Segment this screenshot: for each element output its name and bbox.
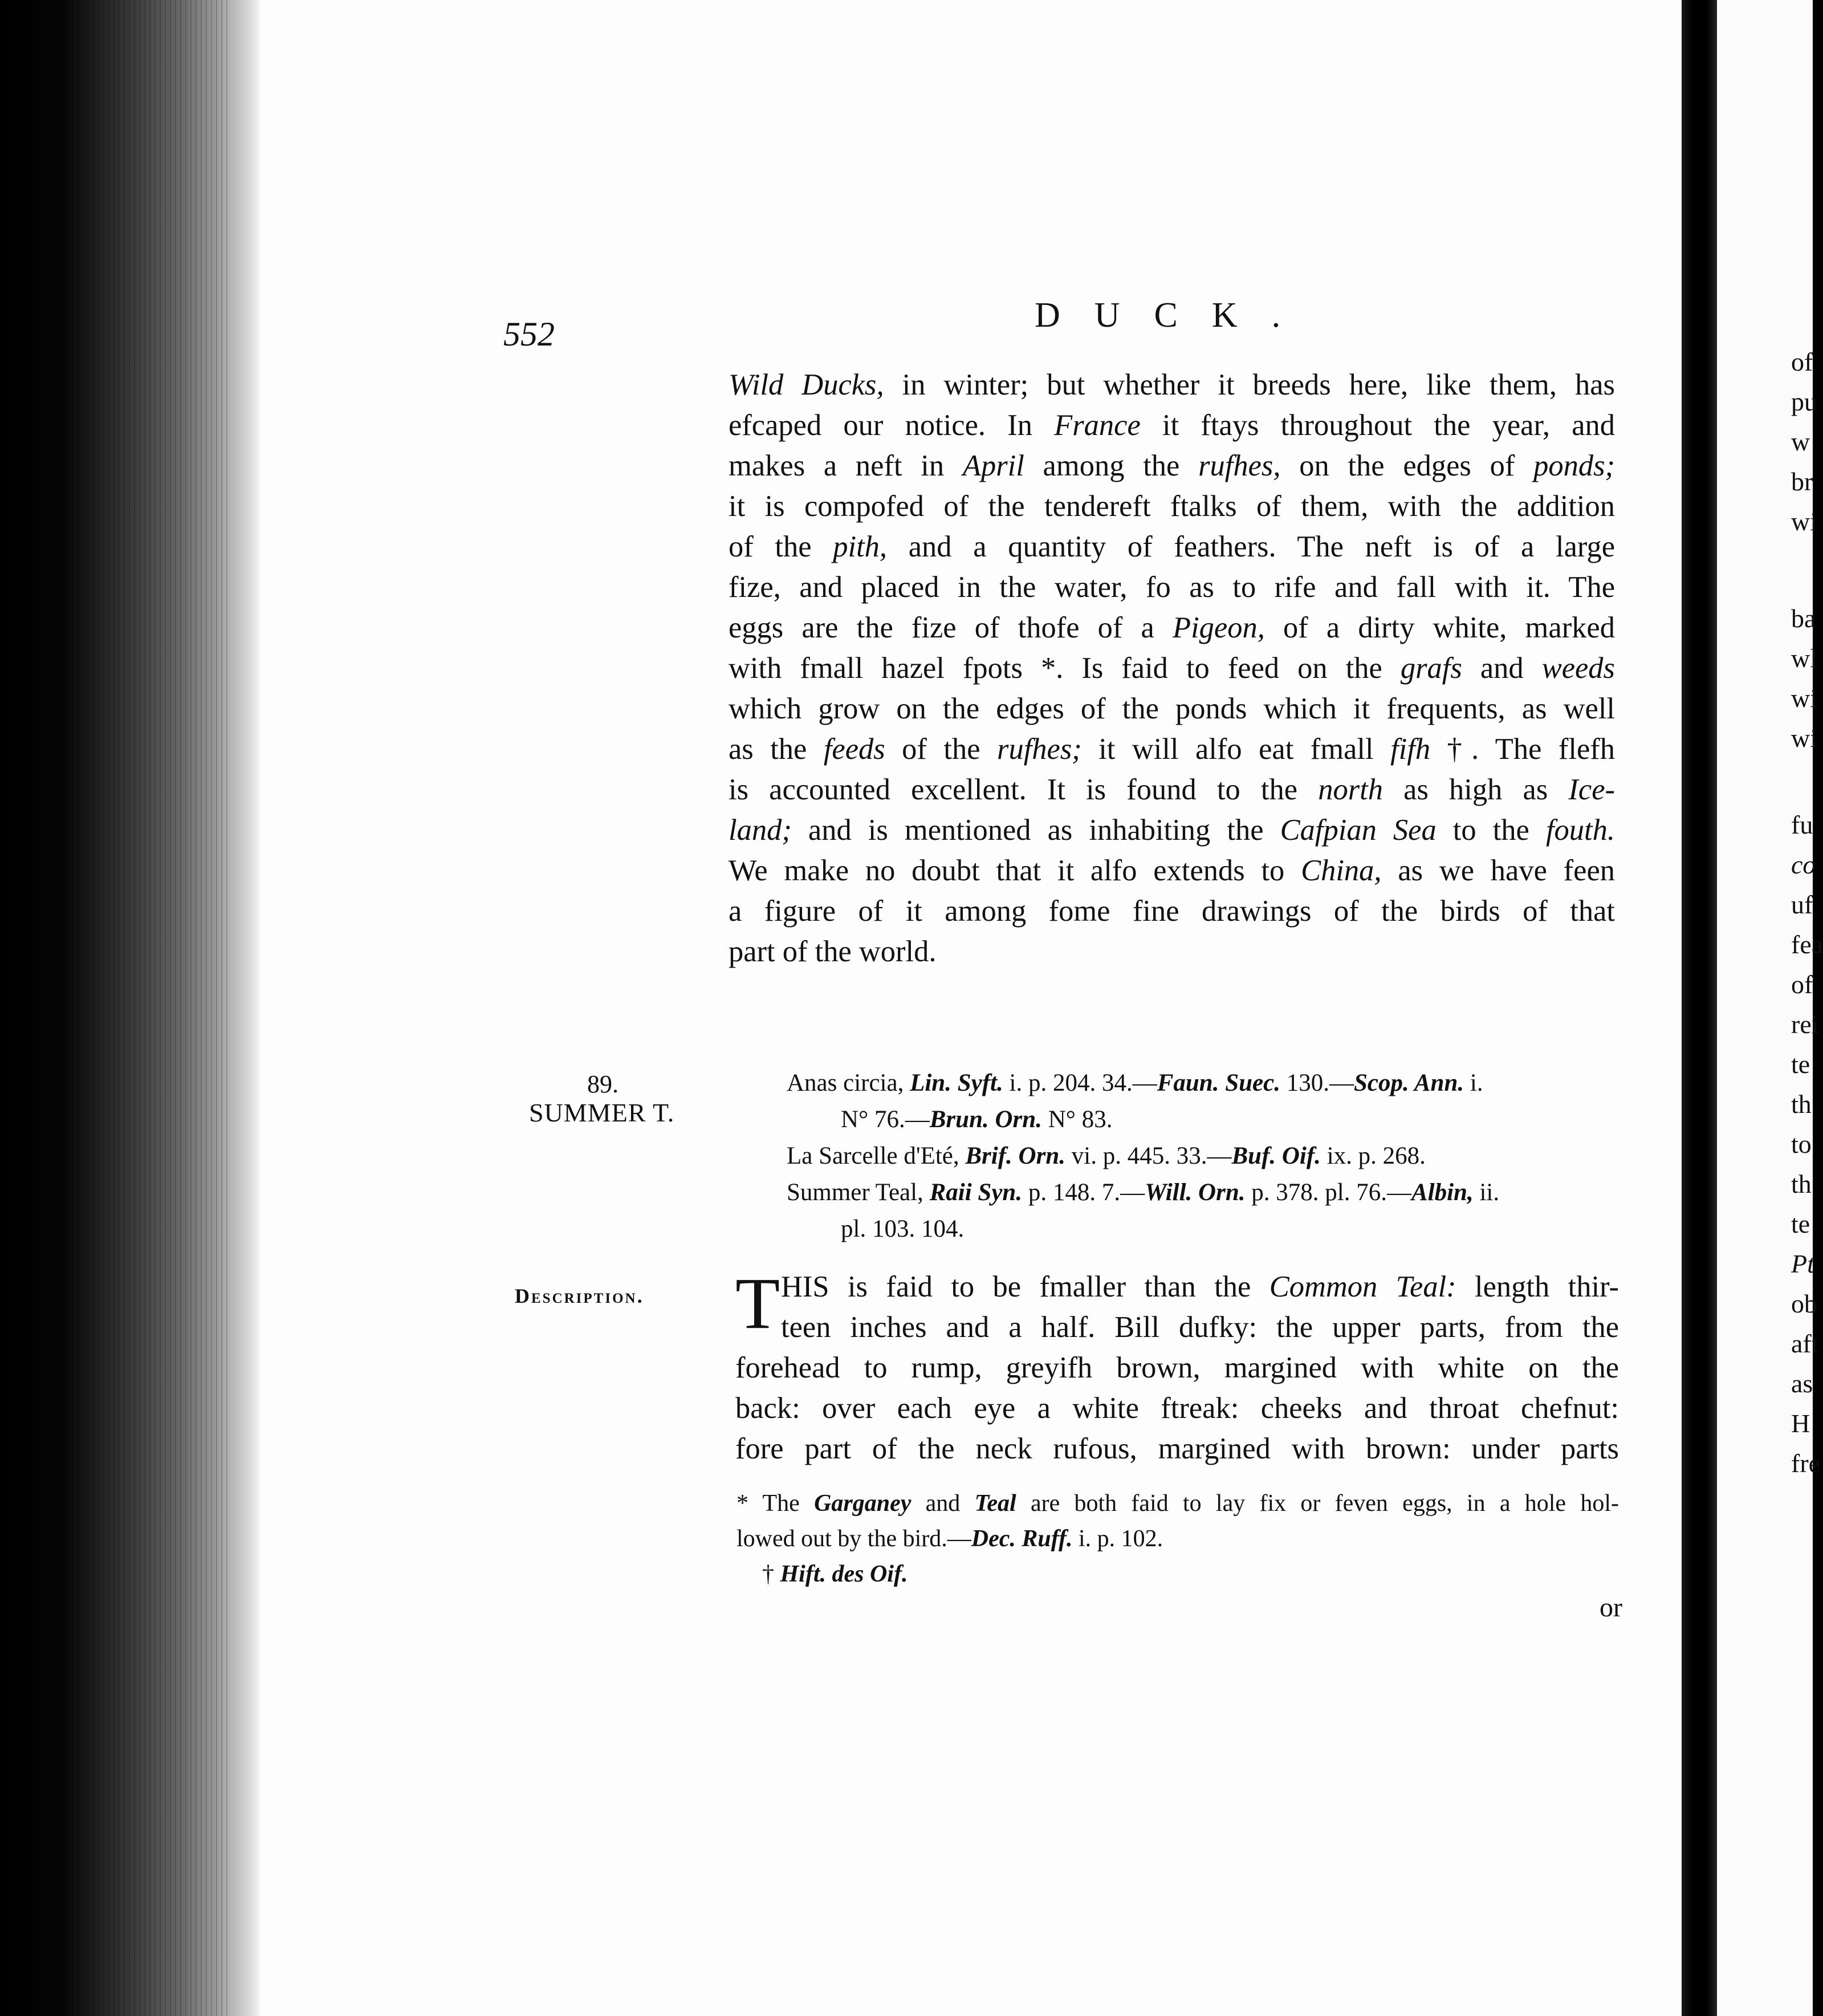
facing-page-fragment: rei [1791, 1010, 1819, 1039]
text-run: with fmall hazel fpots *. Is faid to feed on the [729, 652, 1401, 685]
text-run: on the edges of [1280, 449, 1534, 482]
text-run: it ftays throughout the year, and [1140, 409, 1615, 442]
italic-text: pith, [833, 530, 888, 563]
footnote-line [736, 1486, 1619, 1521]
italic-text: Dec. Ruff. [971, 1526, 1073, 1552]
text-run: i. [1464, 1070, 1483, 1096]
text-line [729, 851, 1615, 891]
facing-page-fragment: wl [1791, 644, 1817, 673]
italic-text: Raii Syn. [929, 1179, 1023, 1206]
italic-text: China, [1301, 854, 1382, 887]
text-run: length thir- [1456, 1270, 1619, 1303]
facing-page-fragment: as [1791, 1369, 1813, 1398]
text-line [729, 527, 1615, 567]
text-run: makes a neft in [729, 449, 963, 482]
facing-page-fragment: br [1791, 467, 1813, 496]
text-line [729, 608, 1615, 648]
italic-text: land; [729, 814, 792, 847]
italic-text: April [962, 449, 1024, 482]
italic-text: Cafpian Sea [1280, 814, 1437, 847]
italic-text: north [1318, 773, 1383, 806]
text-run: HIS is faid to be fmaller than the [781, 1270, 1269, 1303]
text-run: forehead to rump, greyifh brown, margined with white on the [735, 1351, 1619, 1384]
italic-text: France [1054, 409, 1141, 442]
description-line [735, 1267, 1619, 1307]
text-run: We make no doubt that it alfo extends to [729, 854, 1301, 887]
italic-text: Will. Orn. [1145, 1179, 1246, 1206]
text-run: of the [885, 733, 998, 766]
catchword: or [1600, 1592, 1622, 1623]
italic-text: feeds [823, 733, 885, 766]
text-run: pl. 103. 104. [841, 1216, 965, 1242]
facing-page-fragment: uf [1791, 890, 1813, 919]
facing-page-fragment: te [1791, 1209, 1810, 1238]
italic-text: Faun. Suec. [1157, 1070, 1280, 1096]
text-run: to the [1436, 814, 1546, 847]
text-run: as high as [1382, 773, 1569, 806]
footnote-line [736, 1556, 1619, 1592]
text-run: of the [729, 530, 833, 563]
text-run: and a quantity of feathers. The neft is of a large [887, 530, 1615, 563]
facing-page-fragment: Pt [1791, 1249, 1814, 1278]
text-line [729, 446, 1615, 486]
text-run: lowed out by the bird.— [736, 1526, 971, 1552]
facing-page-fragment: fea [1791, 930, 1823, 959]
footnotes-block [736, 1486, 1619, 1592]
italic-text: ponds; [1533, 449, 1616, 482]
text-line [729, 729, 1615, 770]
synonym-line [787, 1065, 1616, 1102]
italic-text: Pigeon, [1173, 611, 1265, 644]
main-text-block [729, 365, 1615, 972]
facing-page-fragment: to [1791, 1129, 1812, 1159]
description-block [735, 1263, 1619, 1469]
facing-page-fragment: H [1791, 1409, 1810, 1438]
text-line [729, 689, 1615, 729]
text-run: in winter; but whether it breeds here, like them, has [884, 368, 1615, 401]
facing-page-fragment: aft [1791, 1329, 1819, 1358]
footnote-line [736, 1521, 1619, 1556]
page-number: 552 [503, 315, 555, 353]
synonym-line [787, 1102, 1616, 1138]
text-run: teen inches and a half. Bill dufky: the upper parts, from the [781, 1311, 1619, 1344]
text-run: as the [729, 733, 824, 766]
facing-page-fragment: co [1791, 850, 1816, 879]
italic-text: Scop. Ann. [1353, 1070, 1464, 1096]
facing-page-fragment: fre [1791, 1449, 1821, 1478]
facing-page-fragment: fu [1791, 810, 1813, 839]
text-run: 130.— [1280, 1070, 1354, 1096]
drop-cap: T [735, 1263, 780, 1344]
text-run: of a dirty white, marked [1264, 611, 1615, 644]
binding-texture [57, 0, 228, 2016]
italic-text: Albin, [1411, 1179, 1474, 1206]
text-run: p. 378. pl. 76.— [1245, 1179, 1411, 1206]
italic-text: Brif. Orn. [965, 1143, 1066, 1169]
facing-page-fragment: th [1791, 1090, 1812, 1119]
text-run: it is compofed of the tendereft ftalks of them, with the addition [729, 490, 1615, 523]
synonym-line [787, 1138, 1616, 1174]
text-run: efcaped our notice. In [729, 409, 1055, 442]
description-line [735, 1388, 1619, 1429]
species-name: SUMMER T. [529, 1098, 675, 1127]
text-line [729, 648, 1615, 689]
italic-text: Lin. Syft. [910, 1070, 1003, 1096]
description-line [735, 1307, 1619, 1348]
italic-text: Teal [974, 1490, 1016, 1517]
text-run: N° 83. [1041, 1106, 1113, 1133]
text-line [729, 891, 1615, 932]
text-line [729, 365, 1615, 405]
facing-page-fragment: wi [1791, 684, 1817, 713]
facing-page-fragment: of [1791, 970, 1813, 999]
text-run: N° 76.— [841, 1106, 930, 1133]
text-run: and is mentioned as inhabiting the [791, 814, 1280, 847]
italic-text: Brun. Orn. [929, 1106, 1042, 1133]
book-page [259, 0, 1682, 2016]
species-number: 89. [587, 1070, 618, 1098]
description-line [735, 1348, 1619, 1388]
italic-text: Wild Ducks, [729, 368, 884, 401]
synonymy-block [787, 1065, 1616, 1247]
text-line [729, 770, 1615, 810]
text-run: eggs are the fize of thofe of a [729, 611, 1173, 644]
italic-text: Common Teal: [1269, 1270, 1456, 1303]
facing-page-fragment: of [1791, 347, 1813, 376]
text-run: ii. [1473, 1179, 1500, 1206]
text-run: are both faid to lay fix or feven eggs, in a hole hol- [1016, 1490, 1619, 1517]
text-run: p. 148. 7.— [1022, 1179, 1145, 1206]
italic-text: Buf. Oif. [1231, 1143, 1321, 1169]
facing-page-fragment: ob [1791, 1289, 1817, 1318]
text-run: a figure of it among fome fine drawings of the birds of that [729, 895, 1615, 928]
text-run: and [911, 1490, 975, 1517]
facing-page-fragment: th [1791, 1169, 1812, 1198]
text-line [729, 486, 1615, 527]
facing-page-fragment: pu [1791, 387, 1817, 416]
italic-text: weeds [1541, 652, 1615, 685]
text-run: fore part of the neck rufous, margined with brown: under parts [735, 1432, 1619, 1465]
page-gap [1682, 0, 1717, 2016]
running-head: DUCK. [1035, 296, 1315, 335]
description-label: Description. [515, 1285, 644, 1307]
text-run: La Sarcelle d'Eté, [787, 1143, 966, 1169]
text-run: †. The flefh [1430, 733, 1616, 766]
facing-page-fragment: ba [1791, 604, 1816, 633]
facing-page-fragment: wi [1791, 507, 1817, 536]
text-line [729, 405, 1615, 446]
italic-text: grafs [1400, 652, 1462, 685]
italic-text: fouth. [1545, 814, 1615, 847]
facing-page-fragment: w [1791, 427, 1810, 456]
text-line [729, 567, 1615, 608]
italic-text: Ice- [1568, 773, 1615, 806]
text-run: back: over each eye a white ftreak: cheeks and throat chefnut: [735, 1392, 1619, 1425]
facing-page-fragment: te [1791, 1050, 1810, 1079]
italic-text: rufhes; [997, 733, 1082, 766]
text-run: as we have feen [1381, 854, 1616, 887]
text-line [729, 810, 1615, 851]
synonym-line [787, 1211, 1616, 1247]
text-run: ix. p. 268. [1320, 1143, 1426, 1169]
text-run: fize, and placed in the water, fo as to rife and fall with it. The [729, 571, 1615, 604]
text-run: is accounted excellent. It is found to the [729, 773, 1319, 806]
text-run: it will alfo eat fmall [1081, 733, 1391, 766]
facing-page-fragment: wi [1791, 724, 1817, 753]
description-line [735, 1429, 1619, 1469]
text-run: vi. p. 445. 33.— [1065, 1143, 1232, 1169]
text-run: * The [736, 1490, 815, 1517]
italic-text: Garganey [814, 1490, 912, 1517]
text-run: i. p. 102. [1072, 1526, 1163, 1552]
synonym-line [787, 1174, 1616, 1211]
italic-text: Hift. des Oif. [780, 1561, 908, 1587]
italic-text: fifh [1390, 733, 1431, 766]
text-run: and [1462, 652, 1542, 685]
text-run: Anas circia, [787, 1070, 910, 1096]
text-line [729, 932, 1615, 972]
italic-text: rufhes, [1198, 449, 1281, 482]
text-run: part of the world. [729, 935, 937, 968]
text-run: which grow on the edges of the ponds which it frequents, as well [729, 692, 1615, 725]
facing-page-edge [1717, 0, 1823, 2016]
text-run: † [762, 1561, 780, 1587]
text-run: among the [1024, 449, 1199, 482]
text-run: i. p. 204. 34.— [1003, 1070, 1157, 1096]
text-run: Summer Teal, [787, 1179, 930, 1206]
